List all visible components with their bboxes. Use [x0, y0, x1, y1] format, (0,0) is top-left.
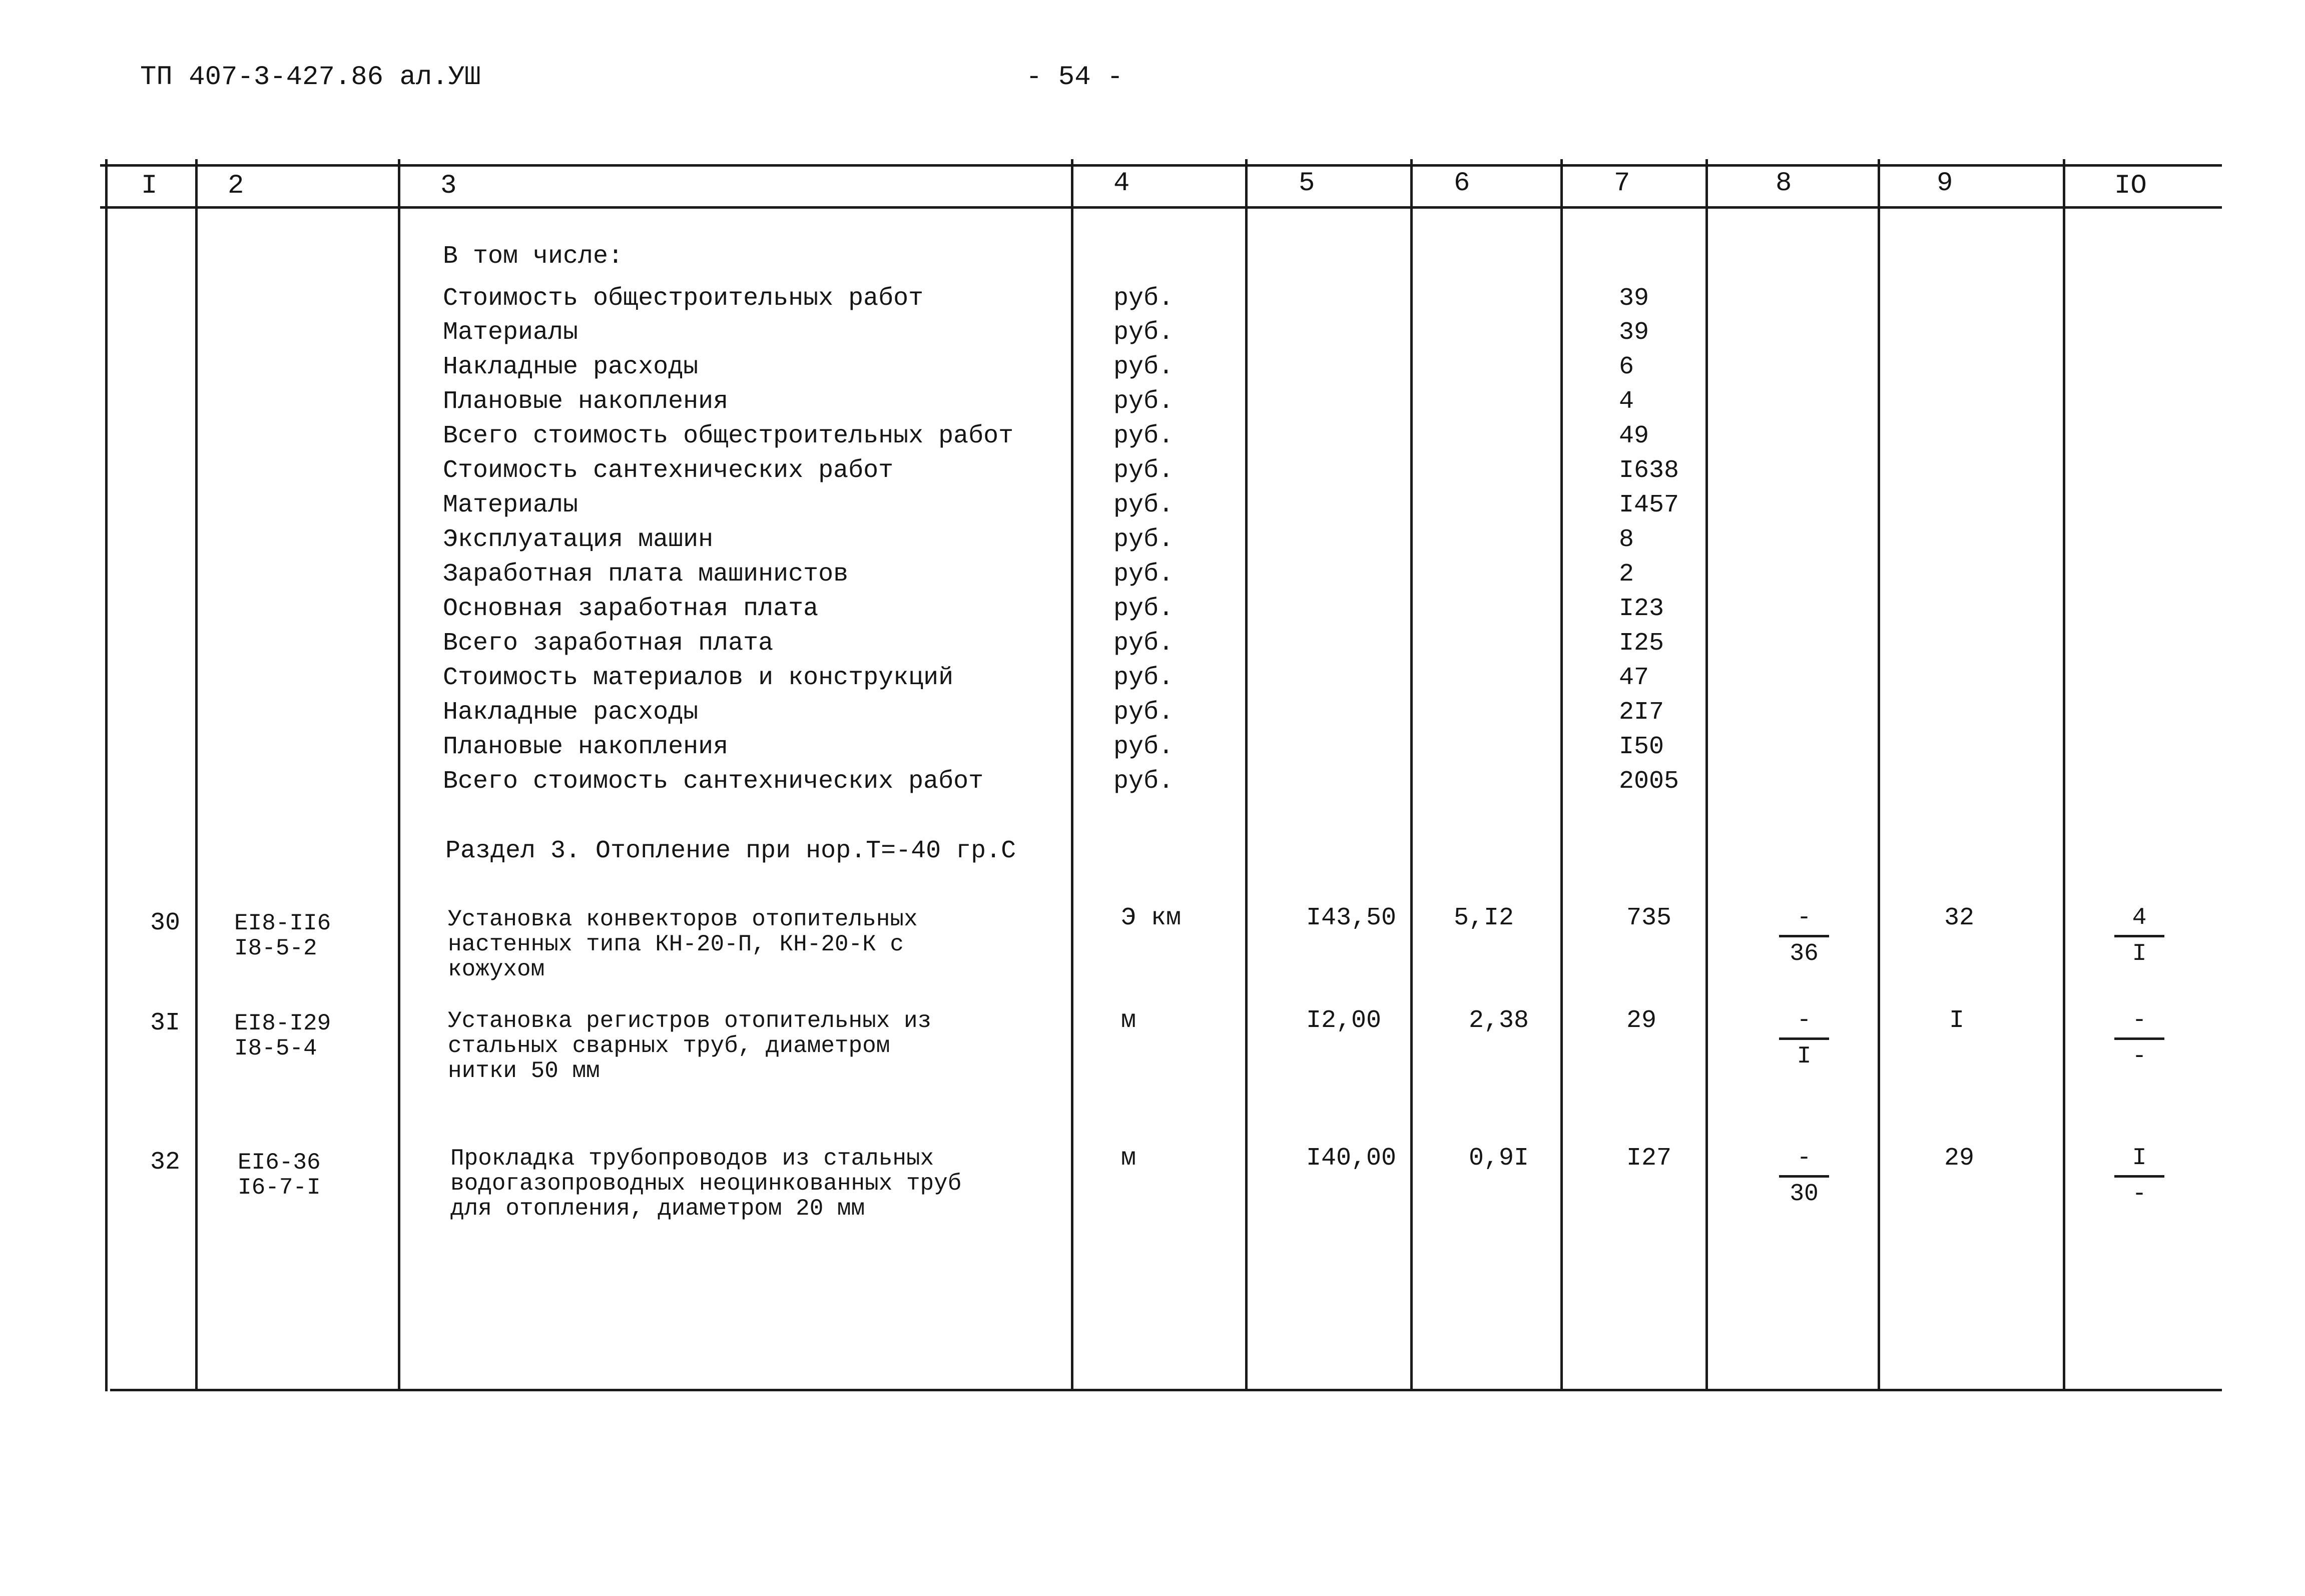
fraction-bar: [1779, 1037, 1829, 1040]
summary-row-value: 2005: [1619, 767, 1679, 796]
summary-row-name: Заработная плата машинистов: [443, 560, 849, 589]
summary-row-value: 4: [1619, 387, 1634, 416]
fraction-numerator: -: [1797, 1145, 1812, 1172]
summary-row-unit: руб.: [1113, 525, 1174, 554]
column-divider: [195, 159, 198, 1391]
item-number: 30: [150, 909, 181, 937]
summary-heading: В том числе:: [443, 242, 624, 271]
fraction-bar: [1779, 935, 1829, 937]
fraction-numerator: -: [1797, 1007, 1812, 1034]
summary-row-value: 2: [1619, 560, 1634, 589]
summary-row-name: Основная заработная плата: [443, 595, 819, 623]
item-col8-fraction: [1779, 906, 1829, 971]
item-col7: 29: [1626, 1006, 1657, 1035]
summary-row-name: Всего заработная плата: [443, 629, 774, 658]
summary-row-name: Стоимость общестроительных работ: [443, 284, 924, 313]
summary-row-name: Материалы: [443, 491, 579, 519]
fraction-bar: [1779, 1175, 1829, 1178]
item-unit: Э км: [1121, 904, 1182, 932]
column-header: 4: [1113, 168, 1130, 199]
column-divider: [1410, 159, 1413, 1391]
summary-row-unit: руб.: [1113, 629, 1174, 658]
item-col5: I43,50: [1306, 904, 1397, 932]
summary-row-unit: руб.: [1113, 318, 1174, 347]
summary-row-value: I457: [1619, 491, 1679, 519]
fraction-numerator: -: [2132, 1007, 2147, 1034]
column-header: 9: [1937, 168, 1953, 199]
column-header: 5: [1299, 168, 1315, 199]
page-number: - 54 -: [1026, 62, 1123, 93]
summary-row-name: Эксплуатация машин: [443, 525, 714, 554]
fraction-numerator: 4: [2132, 904, 2147, 931]
summary-row-unit: руб.: [1113, 560, 1174, 589]
item-col7: 735: [1626, 904, 1672, 932]
summary-row-unit: руб.: [1113, 698, 1174, 727]
fraction-denominator: -: [2132, 1181, 2147, 1208]
summary-row-name: Всего стоимость сантехнических работ: [443, 767, 984, 796]
summary-row-unit: руб.: [1113, 595, 1174, 623]
item-col10-fraction: [2114, 1008, 2164, 1074]
item-col7: I27: [1626, 1144, 1672, 1173]
summary-row-value: I23: [1619, 595, 1664, 623]
item-number: 3I: [150, 1009, 181, 1037]
column-divider: [2063, 159, 2065, 1391]
item-col10-fraction: [2114, 1146, 2164, 1211]
summary-row-unit: руб.: [1113, 387, 1174, 416]
summary-row-unit: руб.: [1113, 422, 1174, 450]
item-col9: 32: [1944, 904, 1975, 932]
column-divider: [1705, 159, 1708, 1391]
summary-row-value: 2I7: [1619, 698, 1664, 727]
fraction-bar: [2114, 1037, 2164, 1040]
item-col5: I2,00: [1306, 1006, 1382, 1035]
column-divider: [1071, 159, 1073, 1391]
column-header: 2: [228, 171, 244, 201]
item-number: 32: [150, 1148, 181, 1177]
item-col6: 0,9I: [1469, 1144, 1529, 1173]
fraction-numerator: -: [1797, 904, 1812, 931]
column-header: 8: [1776, 168, 1792, 199]
fraction-bar: [2114, 1175, 2164, 1178]
item-code: EI8-II6 I8-5-2: [234, 910, 331, 961]
summary-row-unit: руб.: [1113, 767, 1174, 796]
summary-row-name: Накладные расходы: [443, 698, 699, 727]
summary-row-name: Стоимость сантехнических работ: [443, 456, 894, 485]
fraction-bar: [2114, 935, 2164, 937]
summary-row-unit: руб.: [1113, 456, 1174, 485]
summary-row-unit: руб.: [1113, 353, 1174, 381]
item-description: Установка конвекторов отопительных настенных типа КН-20-П, КН-20-К с кожухом: [448, 906, 918, 982]
summary-row-value: 8: [1619, 525, 1634, 554]
fraction-denominator: -: [2132, 1043, 2147, 1070]
item-code: EI8-I29 I8-5-4: [234, 1010, 331, 1061]
summary-row-name: Плановые накопления: [443, 733, 729, 761]
item-col10-fraction: [2114, 906, 2164, 971]
item-unit: м: [1121, 1144, 1136, 1173]
summary-row-name: Плановые накопления: [443, 387, 729, 416]
fraction-denominator: 36: [1790, 940, 1819, 967]
column-header: IO: [2114, 171, 2147, 201]
item-col6: 2,38: [1469, 1006, 1529, 1035]
summary-row-name: Всего стоимость общестроительных работ: [443, 422, 1014, 450]
summary-row-unit: руб.: [1113, 491, 1174, 519]
item-col9: 29: [1944, 1144, 1975, 1173]
summary-row-name: Материалы: [443, 318, 579, 347]
table-top-border: [100, 164, 2222, 167]
item-col5: I40,00: [1306, 1144, 1397, 1173]
summary-row-unit: руб.: [1113, 733, 1174, 761]
column-divider: [105, 159, 108, 1391]
fraction-denominator: I: [1797, 1043, 1812, 1070]
item-code: EI6-36 I6-7-I: [238, 1150, 321, 1201]
item-col8-fraction: [1779, 1146, 1829, 1211]
summary-row-value: 39: [1619, 284, 1649, 313]
item-col6: 5,I2: [1454, 904, 1514, 932]
document-code: ТП 407-3-427.86 ал.УШ: [140, 62, 481, 93]
column-divider: [1245, 159, 1248, 1391]
summary-row-unit: руб.: [1113, 284, 1174, 313]
summary-row-value: I50: [1619, 733, 1664, 761]
fraction-denominator: I: [2132, 940, 2147, 967]
item-col8-fraction: [1779, 1008, 1829, 1074]
column-divider: [1560, 159, 1563, 1391]
summary-row-value: 49: [1619, 422, 1649, 450]
table-bottom-border: [110, 1389, 2222, 1391]
summary-row-value: 6: [1619, 353, 1634, 381]
column-header: 7: [1614, 168, 1630, 199]
summary-row-value: 39: [1619, 318, 1649, 347]
summary-row-name: Накладные расходы: [443, 353, 699, 381]
fraction-numerator: I: [2132, 1145, 2147, 1172]
column-divider: [398, 159, 400, 1391]
fraction-denominator: 30: [1790, 1181, 1819, 1208]
summary-row-value: I25: [1619, 629, 1664, 658]
summary-row-value: I638: [1619, 456, 1679, 485]
summary-row-name: Стоимость материалов и конструкций: [443, 664, 954, 692]
column-header: 3: [440, 171, 457, 201]
item-description: Прокладка трубопроводов из стальных водогазопроводных неоцинкованных труб для отопления, диаметром 20 мм: [450, 1146, 962, 1222]
column-header: 6: [1454, 168, 1470, 199]
item-col9: I: [1949, 1006, 1965, 1035]
column-header: I: [141, 171, 158, 201]
summary-row-unit: руб.: [1113, 664, 1174, 692]
item-description: Установка регистров отопительных из стальных сварных труб, диаметром нитки 50 мм: [448, 1008, 932, 1084]
summary-row-value: 47: [1619, 664, 1649, 692]
column-divider: [1878, 159, 1880, 1391]
section-title: Раздел 3. Отопление при нор.Т=-40 гр.С: [445, 837, 1016, 865]
item-unit: м: [1121, 1006, 1136, 1035]
table-header-divider: [100, 206, 2222, 209]
